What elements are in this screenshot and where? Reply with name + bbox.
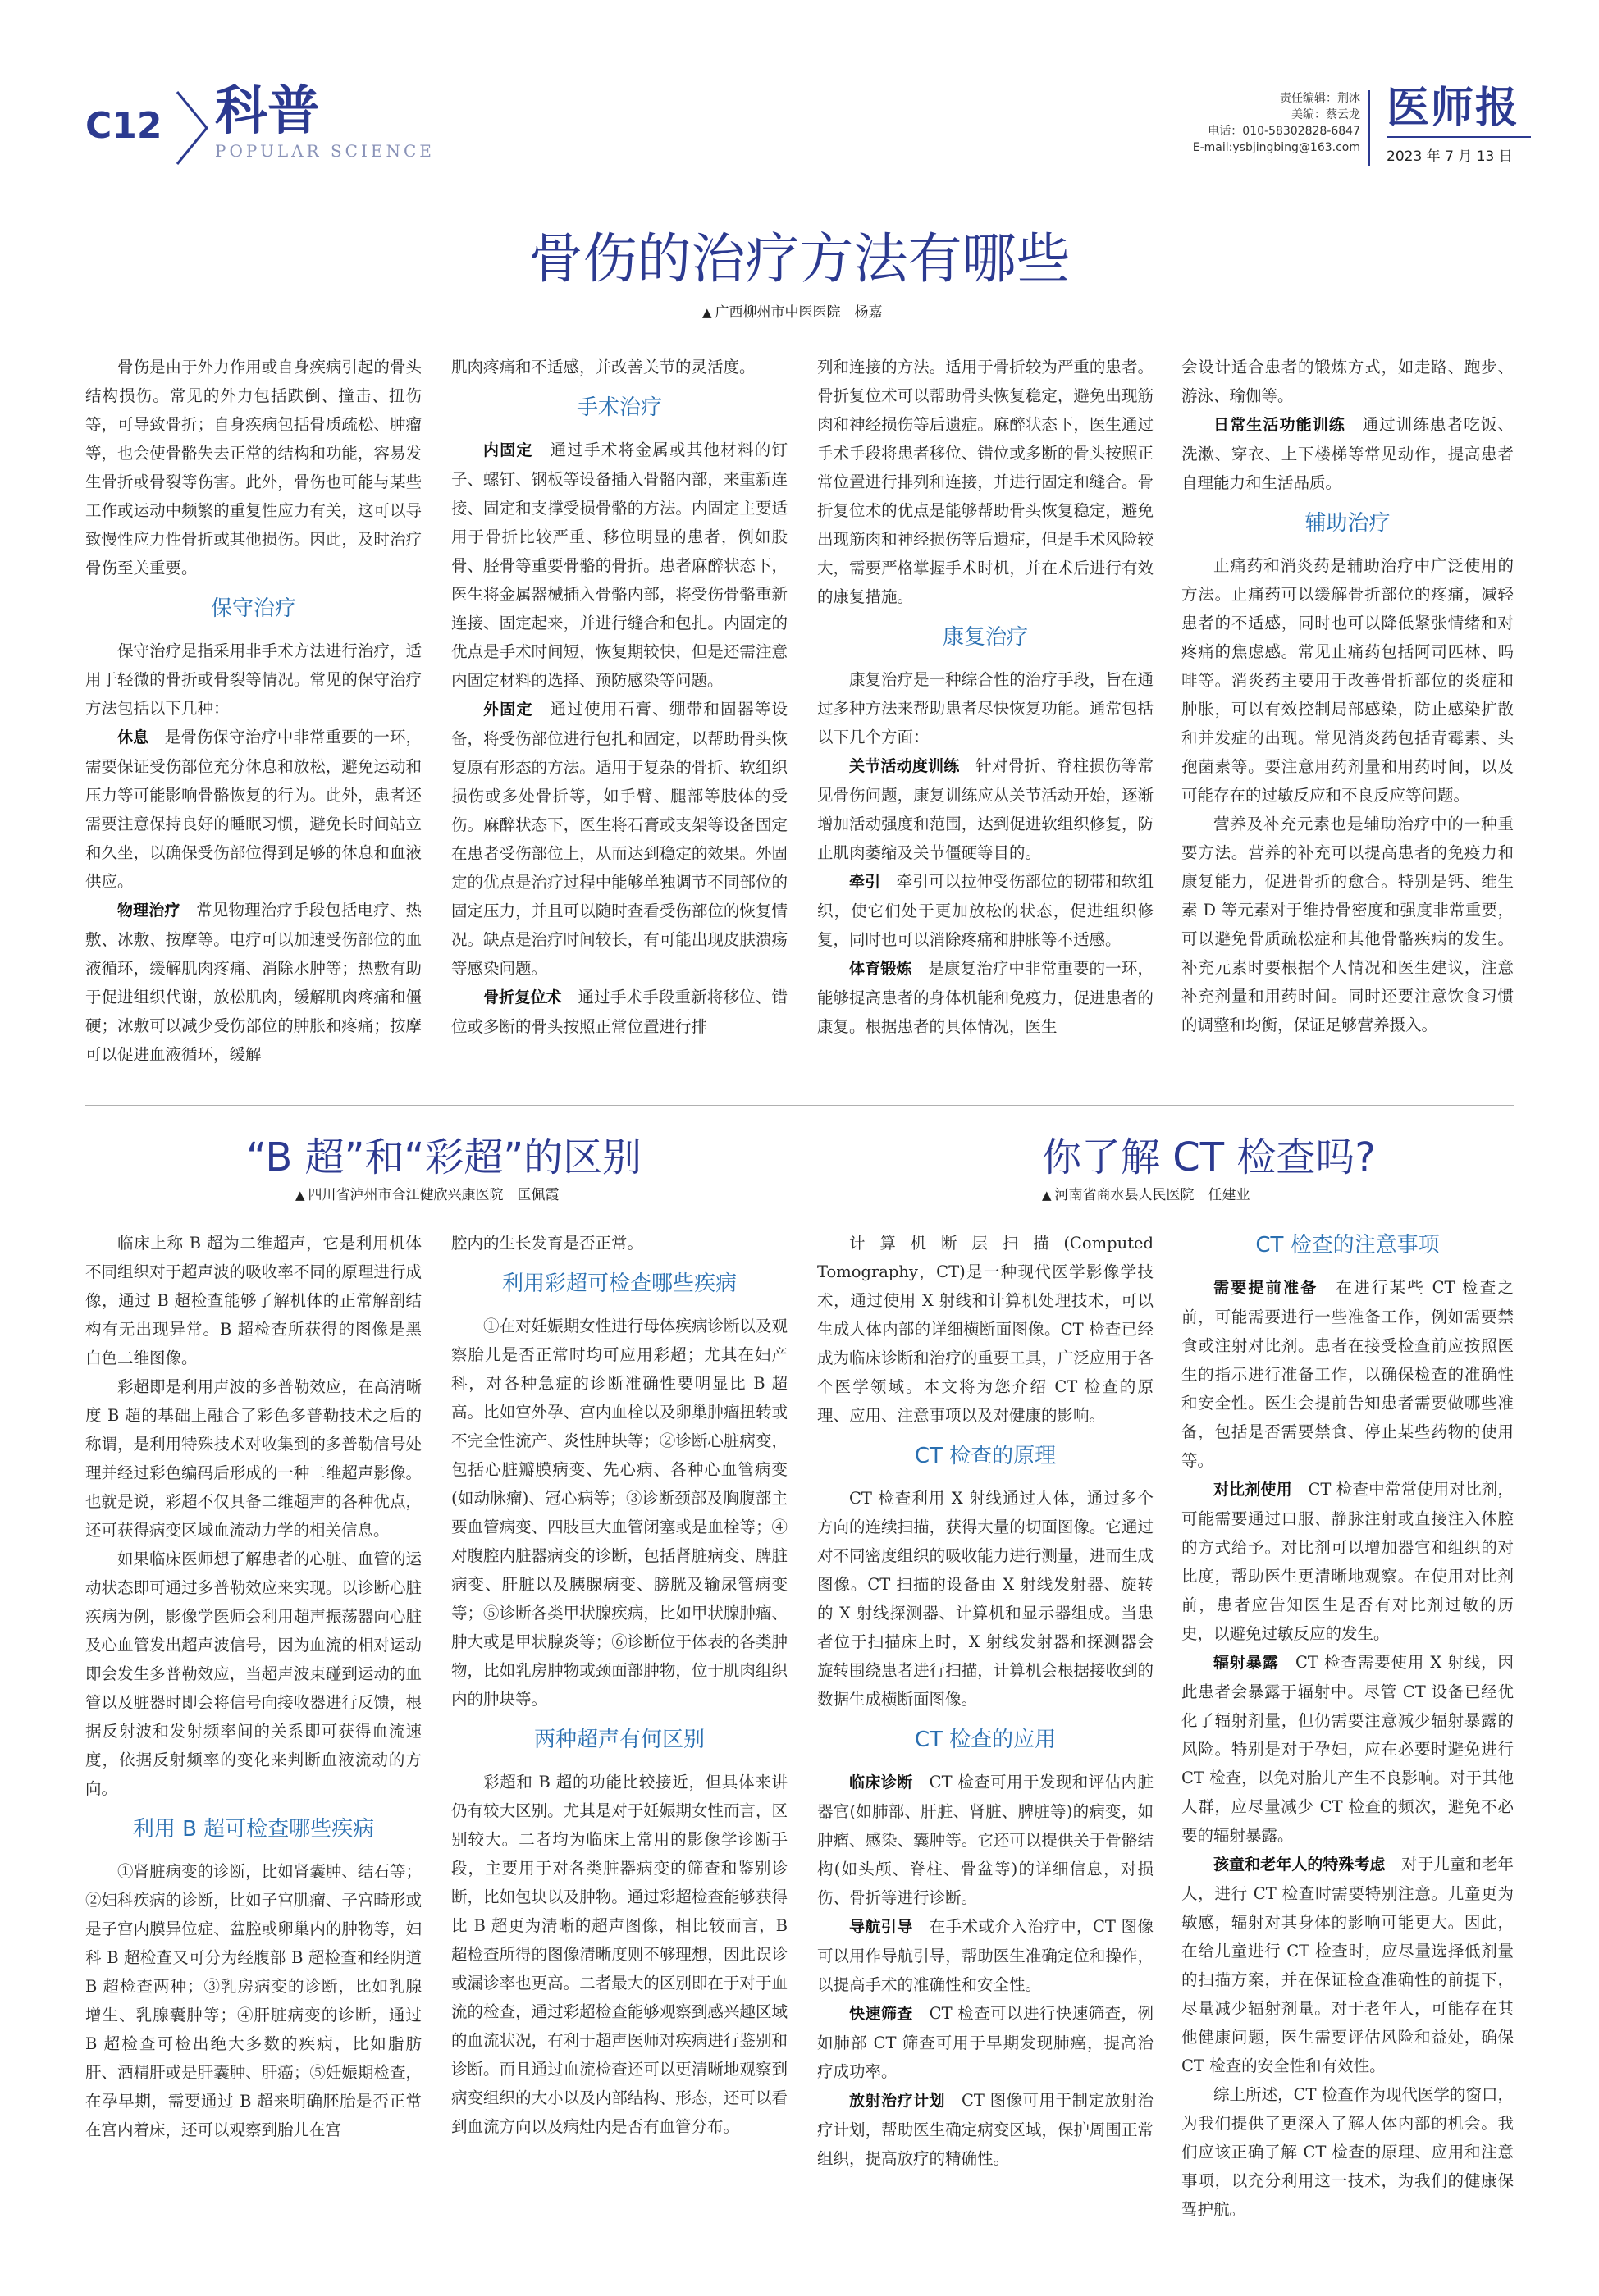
article-title: “B 超”和“彩超”的区别 [246, 1134, 642, 1180]
divider [1387, 136, 1531, 138]
article-column [451, 1229, 788, 2141]
newspaper-logo: 医师报 [1387, 84, 1520, 133]
term-label: 放射治疗计划 [849, 2092, 945, 2110]
paragraph: 列和连接的方法。适用于骨折较为严重的患者。骨折复位术可以帮助骨头恢复稳定，避免出现筋肉和神经损伤等后遗症。麻醉状态下，医生通过手术手段将患者移位、错位或多断的骨头按照正常位置进行排列和连接，并进行固定和缝合。骨折复位术的优点是能够帮助骨头恢复稳定，避免出现筋肉和神经损伤等后遗症，但是手术风险较大，需要严格掌握手术时机，并在术后进行有效的康复措施。 [817, 358, 1154, 606]
article-column [817, 1229, 1154, 2173]
paragraph: 日常生活功能训练 通过训练患者吃饭、洗漱、穿衣、上下楼梯等常见动作，提高患者自理能力和生活品质。 [1181, 415, 1514, 492]
paragraph: 彩超即是利用声波的多普勒效应，在高清晰度 B 超的基础上融合了彩色多普勒技术之后的称谓，是利用特殊技术对收集到的多普勒信号处理并经过彩色编码后形成的一种二维超声影像。也就是说，彩超不仅具备二维超声的各种优点，还可获得病变区域血流动力学的相关信息。 [85, 1377, 422, 1540]
article-column [1181, 1229, 1514, 2224]
paragraph: 快速筛查 CT 检查可以进行快速筛查，例如肺部 CT 筛查可用于早期发现肺癌，提高治疗成功率。 [817, 2004, 1154, 2081]
paragraph: 如果临床医师想了解患者的心脏、血管的运动状态即可通过多普勒效应来实现。以诊断心脏疾病为例，影像学医师会利用超声振荡器向心脏及心血管发出超声波信号，因为血流的相对运动即会发生多普勒效应，当超声波束碰到运动的血管以及脏器时即会将信号向接收器进行反馈，根据反射波和发射频率间的关系即可获得血流速度，依据反射频率的变化来判断血液流动的方向。 [85, 1550, 422, 1798]
term-label: 对比剂使用 [1213, 1481, 1292, 1499]
article-column [85, 1229, 422, 2144]
paragraph: 牵引 牵引可以拉伸受伤部位的韧带和软组织，使它们处于更加放松的状态，促进组织修复，同时也可以消除疼痛和肿胀等不适感。 [817, 872, 1154, 949]
section-heading: 利用 B 超可检查哪些疾病 [132, 1817, 375, 1842]
term-label: 辐射暴露 [1213, 1654, 1279, 1672]
paragraph: 会设计适合患者的锻炼方式，如走路、跑步、游泳、瑜伽等。 [1181, 358, 1514, 405]
paragraph: 需要提前准备 在进行某些 CT 检查之前，可能需要进行一些准备工作，例如需要禁食或注射对比剂。患者在接受检查前应按照医生的指示进行准备工作，以确保检查的准确性和安全性。医生会提前告知患者需要做哪些准备，包括是否需要禁食、停止某些药物的使用等。 [1181, 1278, 1514, 1470]
page-number: C12 [85, 105, 162, 147]
term-label: 外固定 [483, 701, 533, 719]
paragraph: 关节活动度训练 针对骨折、脊柱损伤等常见骨伤问题，康复训练应从关节活动开始，逐渐增加活动强度和范围，达到促进软组织修复，防止肌肉萎缩及关节僵硬等目的。 [817, 756, 1154, 862]
paragraph: 体育锻炼 是康复治疗中非常重要的一环，能够提高患者的身体机能和免疫力，促进患者的康复。根据患者的具体情况，医生 [817, 959, 1154, 1036]
paragraph: 综上所述，CT 检查作为现代医学的窗口，为我们提供了更深入了解人体内部的机会。我们应该正确了解 CT 检查的原理、应用和注意事项，以充分利用这一技术，为我们的健康保驾护航。 [1181, 2085, 1514, 2219]
paragraph: 临床上称 B 超为二维超声，它是利用机体不同组织对于超声波的吸收率不同的原理进行成像，通过 B 超检查能够了解机体的正常解剖结构有无出现异常。B 超检查所获得的图像是黑白色二维图像。 [85, 1234, 422, 1367]
divider [1368, 90, 1370, 166]
term-label: 休息 [117, 728, 149, 746]
chevron-right-icon [172, 89, 212, 167]
section-heading: 保守治疗 [210, 596, 296, 621]
article-byline: ▲ 四川省泸州市合江健欣兴康医院 匡佩霞 [295, 1187, 560, 1203]
triangle-icon: ▲ [1042, 1188, 1052, 1203]
section-heading: 利用彩超可检查哪些疾病 [501, 1271, 737, 1296]
article-byline: ▲ 广西柳州市中医医院 杨嘉 [702, 304, 883, 321]
triangle-icon: ▲ [702, 305, 712, 320]
section-title: 科普 [215, 81, 320, 142]
paragraph: ①肾脏病变的诊断，比如肾囊肿、结石等；②妇科疾病的诊断，比如子宫肌瘤、子宫畸形或是子宫内膜异位症、盆腔或卵巢内的肿物等，妇科 B 超检查又可分为经腹部 B 超检查和经阴道 B 超检查两种；③乳房病变的诊断，比如乳腺增生、乳腺囊肿等；④肝脏病变的诊断，通过 B 超检查可检出绝大多数的疾病，比如脂肪肝、酒精肝或是肝囊肿、肝癌；⑤妊娠期检查，在孕早期，需要通过 B 超来明确胚胎是否正常在宫内着床，还可以观察到胎儿在宫 [85, 1862, 422, 2139]
paragraph: 骨伤是由于外力作用或自身疾病引起的骨头结构损伤。常见的外力包括跌倒、撞击、扭伤等，可导致骨折；自身疾病包括骨质疏松、肿瘤等，也会使骨骼失去正常的结构和功能，容易发生骨折或骨裂等伤害。此外，骨伤也可能与某些工作或运动中频繁的重复性应力有关，这可以导致慢性应力性骨折或其他损伤。因此，及时治疗骨伤至关重要。 [85, 358, 422, 577]
paragraph: 保守治疗是指采用非手术方法进行治疗，适用于轻微的骨折或骨裂等情况。常见的保守治疗方法包括以下几种： [85, 641, 422, 718]
editor-credit: 责任编辑：荆冰 [1280, 92, 1360, 105]
term-label: 日常生活功能训练 [1213, 416, 1345, 434]
term-label: 骨折复位术 [483, 988, 562, 1006]
paragraph: 外固定 通过使用石膏、绷带和固器等设备，将受伤部位进行包扎和固定，以帮助骨头恢复原有形态的方法。适用于复杂的骨折、软组织损伤或多处骨折等，如手臂、腿部等肢体的受伤。麻醉状态下，医生将石膏或支架等设备固定在患者受伤部位上，从而达到稳定的效果。外固定的优点是治疗过程中能够单独调节不同部位的固定压力，并且可以随时查看受伤部位的恢复情况。缺点是治疗时间较长，有可能出现皮肤溃疡等感染问题。 [451, 700, 788, 978]
paragraph: 导航引导 在手术或介入治疗中，CT 图像可以用作导航引导，帮助医生准确定位和操作，以提高手术的准确性和安全性。 [817, 1917, 1154, 1994]
section-heading: 康复治疗 [942, 625, 1028, 650]
term-label: 临床诊断 [849, 1773, 913, 1792]
term-label: 物理治疗 [117, 902, 180, 920]
term-label: 关节活动度训练 [849, 757, 960, 775]
artist-credit: 美编：蔡云龙 [1291, 108, 1360, 121]
paragraph: 康复治疗是一种综合性的治疗手段，旨在通过多种方法来帮助患者尽快恢复功能。通常包括以下几个方面： [817, 670, 1154, 746]
paragraph: 孩童和老年人的特殊考虑 对于儿童和老年人，进行 CT 检查时需要特别注意。儿童更为敏感，辐射对其身体的影响可能更大。因此，在给儿童进行 CT 检查时，应尽量选择低剂量的扫描方案，并在保证检查准确性的前提下，尽量减少辐射剂量。对于老年人，可能存在其他健康问题，医生需要评估风险和益处，确保 CT 检查的安全性和有效性。 [1181, 1855, 1514, 2075]
section-heading: 手术治疗 [576, 395, 662, 420]
section-heading: 辅助治疗 [1304, 511, 1391, 536]
term-label: 导航引导 [849, 1918, 913, 1936]
paragraph: 物理治疗 常见物理治疗手段包括电疗、热敷、冰敷、按摩等。电疗可以加速受伤部位的血液循环，缓解肌肉疼痛、消除水肿等；热敷有助于促进组织代谢，放松肌肉，缓解肌肉疼痛和僵硬；冰敷可以减少受伤部位的肿胀和疼痛；按摩可以促进血液循环，缓解 [85, 901, 422, 1064]
term-label: 牵引 [849, 873, 881, 891]
paragraph: ①在对妊娠期女性进行母体疾病诊断以及观察胎儿是否正常时均可应用彩超；尤其在妇产科，对各种急症的诊断准确性要明显比 B 超高。比如宫外孕、宫内血栓以及卵巢肿瘤扭转或不完全性流产、炎性肿块等；②诊断心脏病变，包括心脏瓣膜病变、先心病、各种心血管病变(如动脉瘤)、冠心病等；③诊断颈部及胸腹部主要血管病变、四肢巨大血管闭塞或是血栓等；④对腹腔内脏器病变的诊断，包括肾脏病变、脾脏病变、肝脏以及胰腺病变、膀胱及输尿管病变等；⑤诊断各类甲状腺疾病，比如甲状腺肿瘤、肿大或是甲状腺炎等；⑥诊断位于体表的各类肿物，比如乳房肿物或颈面部肿物，位于肌肉组织内的肿块等。 [451, 1317, 788, 1709]
paragraph: 腔内的生长发育是否正常。 [451, 1234, 644, 1253]
section-heading: 两种超声有何区别 [533, 1728, 705, 1752]
article-column [817, 353, 1154, 1041]
triangle-icon: ▲ [295, 1188, 305, 1203]
article-column [451, 353, 788, 1041]
paragraph: 内固定 通过手术将金属或其他材料的钉子、螺钉、钢板等设备插入骨骼内部，来重新连接、固定和支撑受损骨骼的方法。内固定主要适用于骨折比较严重、移位明显的患者，例如股骨、胫骨等重要骨骼的骨折。患者麻醉状态下，医生将金属器械插入骨骼内部，将受伤骨骼重新连接、固定起来，并进行缝合和包扎。内固定的优点是手术时间短，恢复期较快，但是还需注意内固定材料的选择、预防感染等问题。 [451, 440, 788, 690]
paragraph: 辐射暴露 CT 检查需要使用 X 射线，因此患者会暴露于辐射中。尽管 CT 设备已经优化了辐射剂量，但仍需要注意减少辐射暴露的风险。特别是对于孕妇，应在必要时避免进行 CT 检查，以免对胎儿产生不良影响。对于其他人群，应尽量减少 CT 检查的频次，避免不必要的辐射暴露。 [1181, 1653, 1514, 1845]
section-subtitle: POPULAR SCIENCE [215, 141, 435, 161]
issue-date: 2023 年 7 月 13 日 [1387, 148, 1513, 165]
paragraph: 对比剂使用 CT 检查中常常使用对比剂，可能需要通过口服、静脉注射或直接注入体腔的方式给予。对比剂可以增加器官和组织的对比度，帮助医生更清晰地观察。在使用对比剂前，患者应告知医生是否有对比剂过敏的历史，以避免过敏反应的发生。 [1181, 1480, 1514, 1643]
paragraph: 骨折复位术 通过手术手段重新将移位、错位或多断的骨头按照正常位置进行排 [451, 988, 788, 1036]
term-label: 快速筛查 [849, 2005, 913, 2023]
article-column [1181, 353, 1514, 1039]
paragraph: 营养及补充元素也是辅助治疗中的一种重要方法。营养的补充可以提高患者的免疫力和康复能力，促进骨折的愈合。特别是钙、维生素 D 等元素对于维持骨密度和强度非常重要，可以避免骨质疏松症和其他骨骼疾病的发生。补充元素时要根据个人情况和医生建议，注意补充剂量和用药时间。同时还要注意饮食习惯的调整和均衡，保证足够营养摄入。 [1181, 815, 1514, 1034]
section-heading: CT 检查的应用 [914, 1728, 1057, 1752]
article-column [85, 353, 422, 1069]
article-title: 骨伤的治疗方法有哪些 [528, 227, 1071, 290]
paragraph: 放射治疗计划 CT 图像可用于制定放射治疗计划，帮助医生确定病变区域，保护周围正常组织，提高放疗的精确性。 [817, 2091, 1154, 2168]
term-label: 体育锻炼 [849, 960, 912, 978]
term-label: 内固定 [483, 441, 533, 459]
section-heading: CT 检查的注意事项 [1255, 1233, 1440, 1258]
paragraph: CT 检查利用 X 射线通过人体，通过多个方向的连续扫描，获得大量的切面图像。它通过对不同密度组织的吸收能力进行测量，进而生成图像。CT 扫描的设备由 X 射线发射器、旋转的 X 射线探测器、计算机和显示器组成。当患者位于扫描床上时，X 射线发射器和探测器会旋转围绕患者进行扫描，计算机会根据接收到的数据生成横断面图像。 [817, 1489, 1154, 1709]
article-byline: ▲ 河南省商水县人民医院 任建业 [1042, 1187, 1250, 1203]
term-label: 需要提前准备 [1213, 1279, 1318, 1297]
paragraph: 休息 是骨伤保守治疗中非常重要的一环，需要保证受伤部位充分休息和放松，避免运动和压力等可能影响骨骼恢复的行为。此外，患者还需要注意保持良好的睡眠习惯，避免长时间站立和久坐，以确保受伤部位得到足够的休息和血液供应。 [85, 728, 422, 891]
paragraph: 彩超和 B 超的功能比较接近，但具体来讲仍有较大区别。尤其是对于妊娠期女性而言，区别较大。二者均为临床上常用的影像学诊断手段，主要用于对各类脏器病变的筛查和鉴别诊断，比如包块以及肿物。通过彩超检查能够获得比 B 超更为清晰的超声图像，相比较而言，B 超检查所得的图像清晰度则不够理想，因此误诊或漏诊率也更高。二者最大的区别即在于对于血流的检查，通过彩超检查能够观察到感兴趣区域的血流状况，有利于超声医师对疾病进行鉴别和诊断。而且通过血流检查还可以更清晰地观察到病变组织的大小以及内部结构、形态，还可以看到血流方向以及病灶内是否有血管分布。 [451, 1773, 788, 2136]
term-label: 孩童和老年人的特殊考虑 [1213, 1856, 1386, 1874]
phone-credit: 电话：010-58302828-6847 [1208, 125, 1360, 138]
article-title: 你了解 CT 检查吗? [1042, 1134, 1376, 1180]
editorial-credits [1181, 90, 1360, 156]
paragraph: 止痛药和消炎药是辅助治疗中广泛使用的方法。止痛药可以缓解骨折部位的疼痛，减轻患者的不适感，同时也可以降低紧张情绪和对疼痛的焦虑感。常见止痛药包括阿司匹林、吗啡等。消炎药主要用于改善骨折部位的炎症和肿胀，可以有效控制局部感染，防止感染扩散和并发症的出现。常见消炎药包括青霉素、头孢菌素等。要注意用药剂量和用药时间，以及可能存在的过敏反应和不良反应等问题。 [1181, 556, 1514, 805]
paragraph: 肌肉疼痛和不适感，并改善关节的灵活度。 [451, 358, 756, 377]
email-credit: E-mail:ysbjingbing@163.com [1192, 141, 1360, 154]
page-header [0, 0, 1599, 176]
divider [85, 1105, 1514, 1106]
paragraph: 临床诊断 CT 检查可用于发现和评估内脏器官(如肺部、肝脏、肾脏、脾脏等)的病变，如肿瘤、感染、囊肿等。它还可以提供关于骨骼结构(如头颅、脊柱、骨盆等)的详细信息，对损伤、骨折等进行诊断。 [817, 1773, 1154, 1907]
paragraph: 计算机断层扫描(Computed Tomography，CT)是一种现代医学影像学技术，通过使用 X 射线和计算机处理技术，可以生成人体内部的详细横断面图像。CT 检查已经成为临床诊断和治疗的重要工具，广泛应用于各个医学领域。本文将为您介绍 CT 检查的原理、应用、注意事项以及对健康的影响。 [817, 1234, 1154, 1425]
section-heading: CT 检查的原理 [914, 1444, 1057, 1468]
